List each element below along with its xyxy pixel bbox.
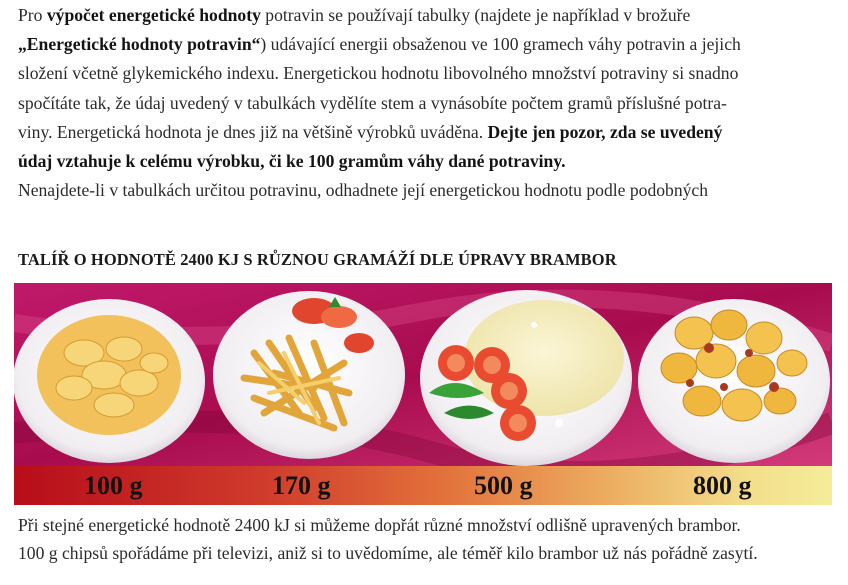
intro-line	[18, 30, 832, 59]
bold-warning: Dejte jen pozor, zda se uvedený	[487, 121, 723, 142]
text-run: viny. Energetická hodnota je dnes již na většině výrobků uváděna.	[18, 121, 488, 142]
intro-line: spočítáte tak, že údaj uvedený v tabulkách vydělíte stem a vynásobíte počtem gramů příslušné potra-	[18, 92, 727, 113]
bold-warning: údaj vztahuje k celému výrobku, či ke 100 gramům váhy dané potraviny.	[18, 151, 566, 172]
section-heading: TALÍŘ O HODNOTĚ 2400 KJ S RŮZNOU GRAMÁŽÍ DLE ÚPRAVY BRAMBOR	[18, 250, 617, 269]
weight-label: 170 g	[272, 471, 331, 500]
brochure-title: „Energetické hodnoty potravin“	[18, 34, 261, 55]
chips-plate	[14, 299, 205, 463]
text-run: potravin se používají tabulky (najdete je například v brožuře	[260, 5, 691, 25]
intro-line	[18, 118, 832, 147]
potato-plates-photo	[14, 283, 832, 466]
intro-line: Nenajdete-li v tabulkách určitou potravinu, odhadnete její energetickou hodnotu podle podobných	[18, 180, 709, 201]
mashed-potato-plate	[420, 290, 632, 466]
intro-line	[18, 147, 832, 176]
fries-plate	[213, 291, 405, 459]
weight-label: 800 g	[693, 471, 752, 500]
intro-paragraph	[18, 0, 832, 205]
intro-line: složení včetně glykemického indexu. Energetickou hodnotu libovolného množství potraviny si snadno	[18, 63, 739, 84]
photo-caption	[18, 511, 832, 567]
caption-line: 100 g chipsů spořádáme při televizi, aniž si to uvědomíme, ale téměř kilo brambor už nás pořádně zasytí.	[18, 543, 758, 563]
weight-label: 100 g	[84, 471, 143, 500]
roasted-potato-plate	[638, 299, 830, 463]
bold-term: výpočet energetické hodnoty	[46, 5, 261, 25]
text-run: ) udávající energii obsaženou ve 100 gramech váhy potravin a jejich	[260, 34, 741, 55]
weight-label: 500 g	[474, 471, 533, 500]
caption-line: Při stejné energetické hodnotě 2400 kJ si můžeme dopřát různé množství odlišně upravených brambor.	[18, 515, 741, 535]
text-run: Pro	[18, 5, 47, 25]
intro-line	[18, 1, 832, 30]
